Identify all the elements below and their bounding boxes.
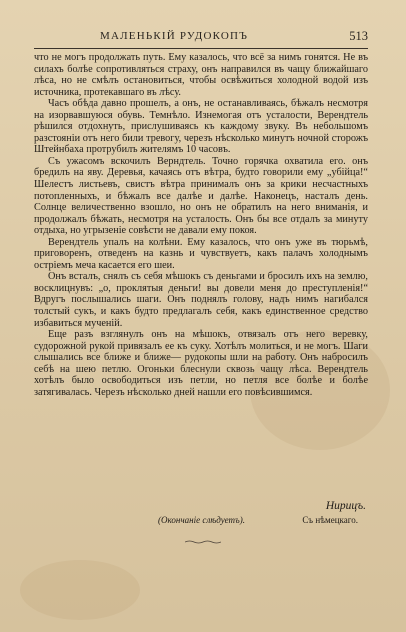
author-signature: Нирицъ.: [325, 500, 366, 512]
paragraph: Часъ обѣда давно прошелъ, а онъ, не останавливаясь, бѣжалъ несмотря на изорвавшуюся обувь. Темнѣло. Изнемогая отъ усталости, Верендтель рѣшился отдохнуть, прислушиваясь къ каждому звуку. Въ небольшомъ разстояніи отъ него били тревогу, черезъ нѣсколько минутъ ночной сторожъ Штейнбаха протрубилъ жителямъ 10 часовъ.: [34, 98, 368, 156]
translation-note: Съ нѣмецкаго.: [302, 515, 358, 525]
paragraph: Еще разъ взглянулъ онъ на мѣшокъ, отвязалъ отъ него веревку, судорожной рукой привязалъ ее къ суку. Хотѣлъ молиться, и не могъ. Шаги слышались все ближе и ближе— рудокопы шли на работу. Онъ набросилъ себѣ на шею петлю. Огоньки блеснули сквозь чащу лѣса. Верендтель хотѣлъ было освободиться изъ петли, но петля все болѣе и болѣе затягивалась. Черезъ нѣсколько дней нашли его повѣсившимся.: [34, 329, 368, 398]
paragraph: что не могъ продолжать путь. Ему казалось, что всё за нимъ гонятся. Не въ силахъ болѣе сопротивляться страху, онъ направился въ чащу ближайшаго лѣса, но не смѣлъ остановиться, чтобы освѣжиться холодной водой изъ источника, протекавшаго въ лѣсу.: [34, 52, 368, 98]
continued-note: (Окончаніе слѣдуетъ).: [158, 515, 245, 525]
paper-stain: [20, 560, 140, 620]
paragraph: Верендтель упалъ на колѣни. Ему казалось, что онъ уже въ тюрьмѣ, приговоренъ, отведенъ на казнь и чувствуетъ, какъ палачъ холоднымъ остріемъ меча касается его шеи.: [34, 236, 368, 271]
header-rule: [34, 48, 368, 49]
body-text: [34, 52, 368, 398]
paragraph: Съ ужасомъ вскочилъ Верндтель. Точно горячка охватила его. онъ бредилъ на яву. Деревья, качаясь отъ вѣтра, будто говорили ему „убійца!“ Шелестъ листьевъ, свистъ вѣтра принималъ онъ за крики несчастныхъ потопленныхъ, и бѣжалъ все далѣе и далѣе. Наконецъ, насталъ день. Солнце величественно взошло, но онъ не обратилъ на него вниманія, и продолжалъ бѣжать, несмотря на усталость. Онъ бы все отдалъ за минуту отдыха, но угрызеніе совѣсти не давали ему покоя.: [34, 155, 368, 237]
page-number: 513: [349, 29, 368, 43]
ornament-rule: [185, 540, 221, 544]
page-header: [34, 30, 368, 46]
footer-notes: [34, 515, 368, 529]
running-head: МАЛЕНЬКІЙ РУДОКОПЪ: [100, 30, 249, 42]
paragraph: Онъ всталъ, снялъ съ себя мѣшокъ съ деньгами и бросилъ ихъ на землю, восклицнувъ: „о, проклятыя деньги! вы довели меня до преступленія!“ Вдругъ послышались шаги. Онъ поднялъ голову, надъ нимъ нагибался толстый сукъ, и какъ будто предлагалъ себя, какъ единственное средство избавиться мученій.: [34, 271, 368, 329]
